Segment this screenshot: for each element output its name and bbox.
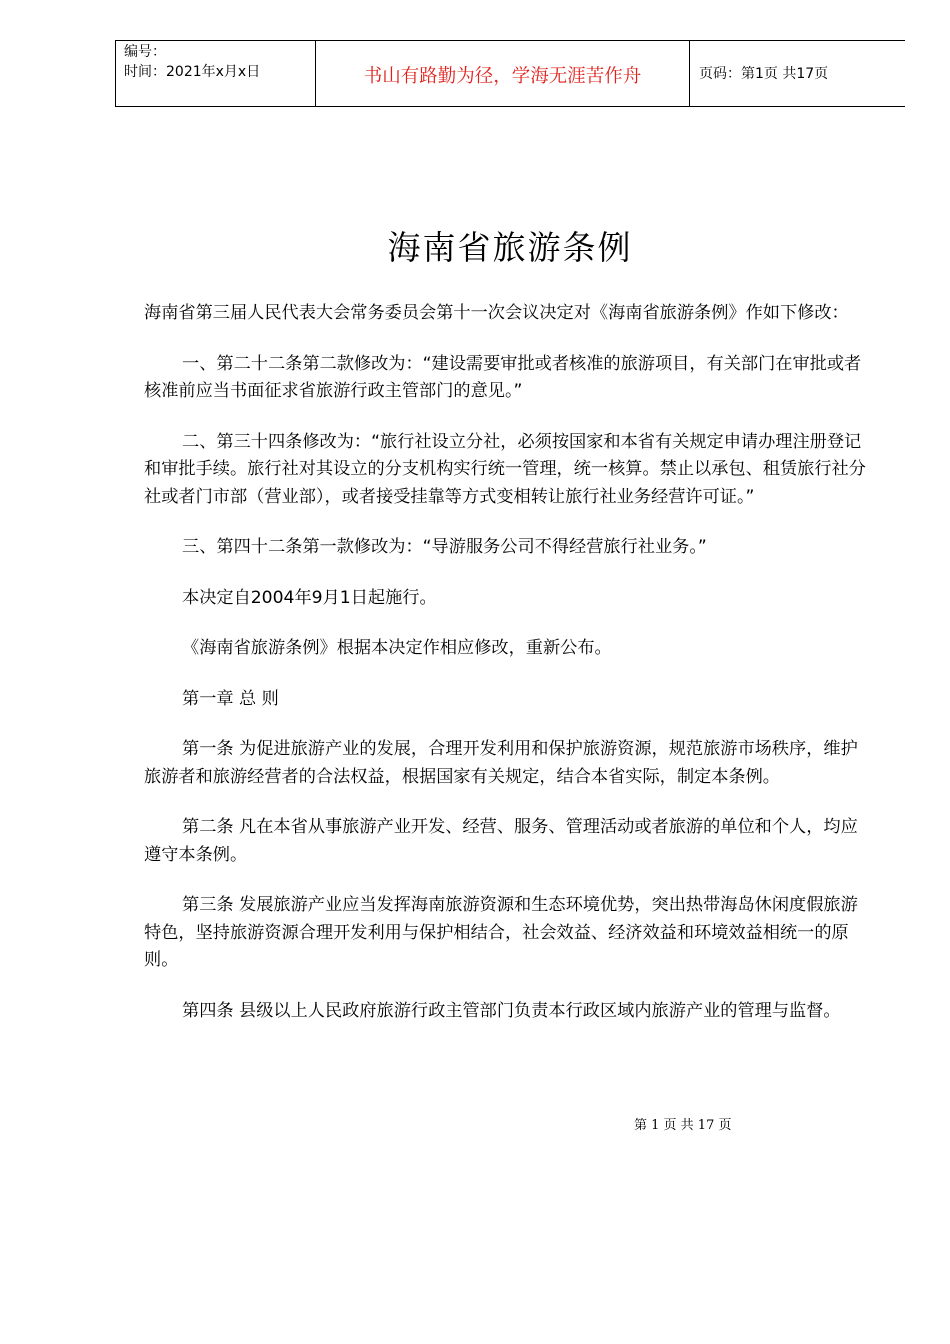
- chapter-heading: 第一章 总 则: [182, 688, 279, 709]
- document-time-label: 时间：2021年x月x日: [124, 64, 261, 80]
- document-number-label: 编号：: [124, 44, 166, 60]
- paragraph: 第四条 县级以上人民政府旅游行政主管部门负责本行政区域内旅游产业的管理与监督。: [182, 1000, 841, 1021]
- paragraph: 第一条 为促进旅游产业的发展，合理开发利用和保护旅游资源，规范旅游市场秩序，维护旅游者和旅游经营者的合法权益，根据国家有关规定，结合本省实际，制定本条例。: [144, 739, 858, 787]
- header-motto: 书山有路勤为径，学海无涯苦作舟: [316, 41, 690, 106]
- document-body: [144, 300, 874, 1025]
- document-title: 海南省旅游条例: [387, 228, 633, 267]
- page-footer-number: 第 1 页 共 17 页: [634, 1118, 732, 1133]
- header-meta-cell: [115, 41, 316, 106]
- paragraph: 本决定自2004年9月1日起施行。: [182, 587, 437, 608]
- paragraph: 《海南省旅游条例》根据本决定作相应修改，重新公布。: [182, 638, 612, 658]
- paragraph: 第三条 发展旅游产业应当发挥海南旅游资源和生态环境优势，突出热带海岛休闲度假旅游特色，坚持旅游资源合理开发利用与保护相结合，社会效益、经济效益和环境效益相统一的原则。: [144, 895, 858, 970]
- header-page-label: 页码：第1页 共17页: [699, 66, 829, 82]
- paragraph: 第二条 凡在本省从事旅游产业开发、经营、服务、管理活动或者旅游的单位和个人，均应遵守本条例。: [144, 817, 858, 865]
- paragraph: 二、第三十四条修改为：“旅行社设立分社，必须按国家和本省有关规定申请办理注册登记和审批手续。旅行社对其设立的分支机构实行统一管理，统一核算。禁止以承包、租赁旅行社分社或者门市部（营业部），或者接受挂靠等方式变相转让旅行社业务经营许可证。”: [144, 431, 866, 507]
- paragraph: 一、第二十二条第二款修改为：“建设需要审批或者核准的旅游项目，有关部门在审批或者核准前应当书面征求省旅游行政主管部门的意见。”: [144, 353, 862, 401]
- paragraph: 三、第四十二条第一款修改为：“导游服务公司不得经营旅行社业务。”: [182, 537, 707, 557]
- header-table: [115, 40, 905, 107]
- paragraph: 海南省第三届人民代表大会常务委员会第十一次会议决定对《海南省旅游条例》作如下修改：: [144, 303, 849, 323]
